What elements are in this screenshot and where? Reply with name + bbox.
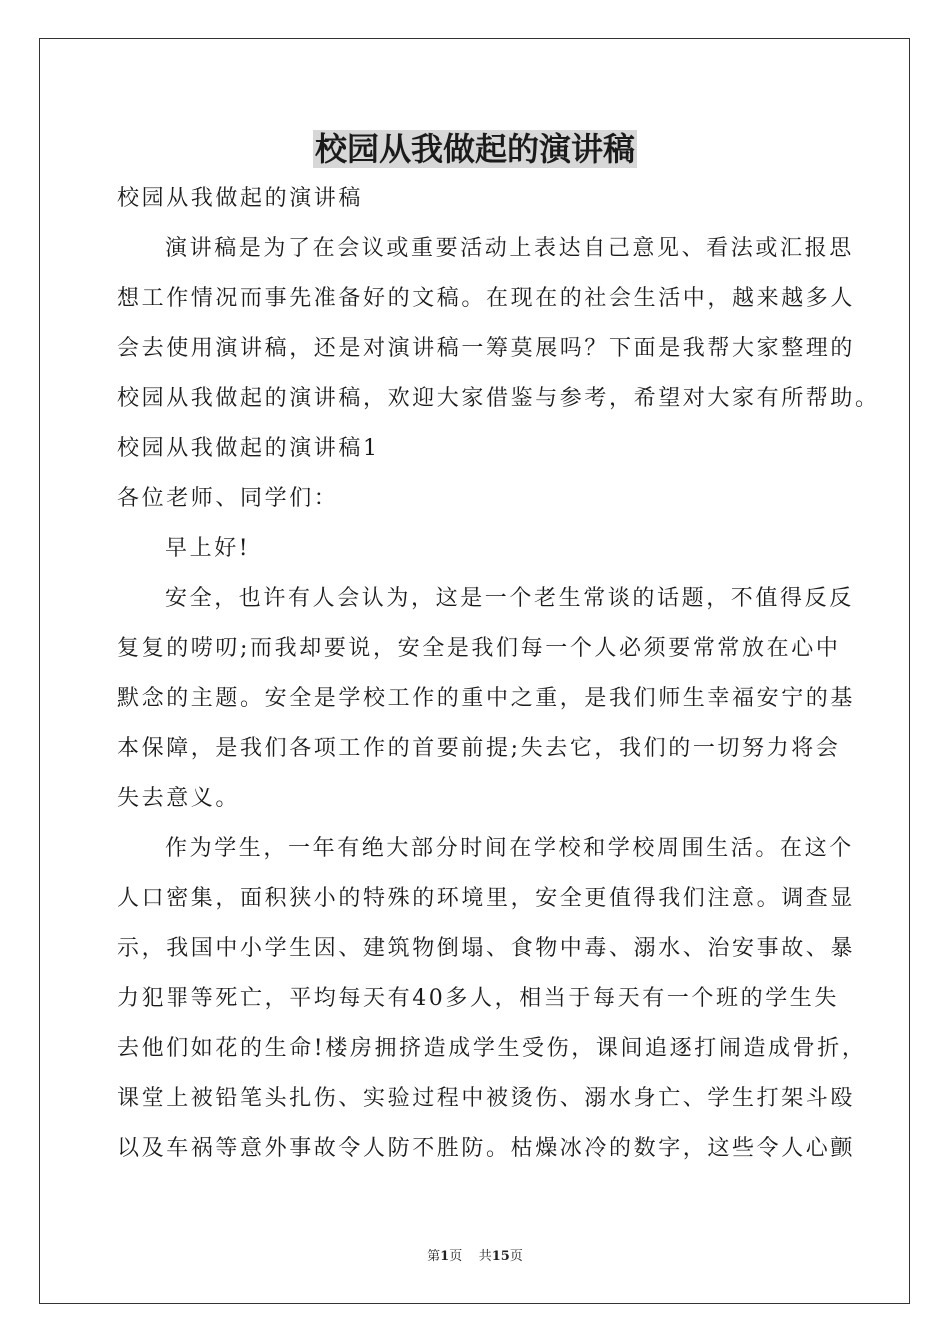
paragraph-line: 力犯罪等死亡，平均每天有40多人，相当于每天有一个班的学生失: [117, 986, 839, 1011]
greeting: 早上好!: [165, 536, 251, 561]
paragraph-line: 默念的主题。安全是学校工作的重中之重，是我们师生幸福安宁的基: [117, 686, 856, 711]
salutation: 各位老师、同学们：: [117, 486, 339, 511]
paragraph-line: 去他们如花的生命!楼房拥挤造成学生受伤，课间追逐打闹造成骨折，: [117, 1036, 867, 1061]
footer-prefix: 第: [427, 1249, 441, 1264]
paragraph-line: 想工作情况而事先准备好的文稿。在现在的社会生活中，越来越多人: [117, 286, 856, 311]
section-heading: 校园从我做起的演讲稿1: [117, 436, 380, 461]
footer-total-pages: 15: [491, 1249, 510, 1264]
paragraph-line: 示，我国中小学生因、建筑物倒塌、食物中毒、溺水、治安事故、暴: [117, 936, 856, 961]
paragraph-line: 以及车祸等意外事故令人防不胜防。枯燥冰冷的数字，这些令人心颤: [117, 1136, 856, 1161]
paragraph-line: 课堂上被铅笔头扎伤、实验过程中被烫伤、溺水身亡、学生打架斗殴: [117, 1086, 856, 1111]
document-title: [0, 126, 950, 172]
paragraph-line: 安全，也许有人会认为，这是一个老生常谈的话题，不值得反反: [165, 586, 854, 611]
paragraph-line: 作为学生，一年有绝大部分时间在学校和学校周围生活。在这个: [165, 836, 854, 861]
page-footer: [0, 1248, 950, 1266]
paragraph-line: 失去意义。: [117, 786, 241, 811]
page-border: [39, 38, 910, 1304]
footer-page-number: 1: [440, 1249, 450, 1264]
subtitle-line: 校园从我做起的演讲稿: [117, 186, 364, 211]
paragraph-line: 本保障，是我们各项工作的首要前提;失去它，我们的一切努力将会: [117, 736, 841, 761]
document-title-text: 校园从我做起的演讲稿: [314, 130, 635, 168]
footer-total-suffix: 页: [509, 1249, 523, 1264]
footer-page-suffix: 页: [449, 1249, 463, 1264]
paragraph-line: 演讲稿是为了在会议或重要活动上表达自己意见、看法或汇报思: [165, 236, 854, 261]
paragraph-line: 复复的唠叨;而我却要说，安全是我们每一个人必须要常常放在心中: [117, 636, 841, 661]
footer-total-prefix: 共: [478, 1249, 492, 1264]
paragraph-line: 会去使用演讲稿，还是对演讲稿一筹莫展吗？下面是我帮大家整理的: [117, 336, 856, 361]
paragraph-line: 校园从我做起的演讲稿，欢迎大家借鉴与参考，希望对大家有所帮助。: [117, 386, 880, 411]
paragraph-line: 人口密集，面积狭小的特殊的环境里，安全更值得我们注意。调查显: [117, 886, 856, 911]
